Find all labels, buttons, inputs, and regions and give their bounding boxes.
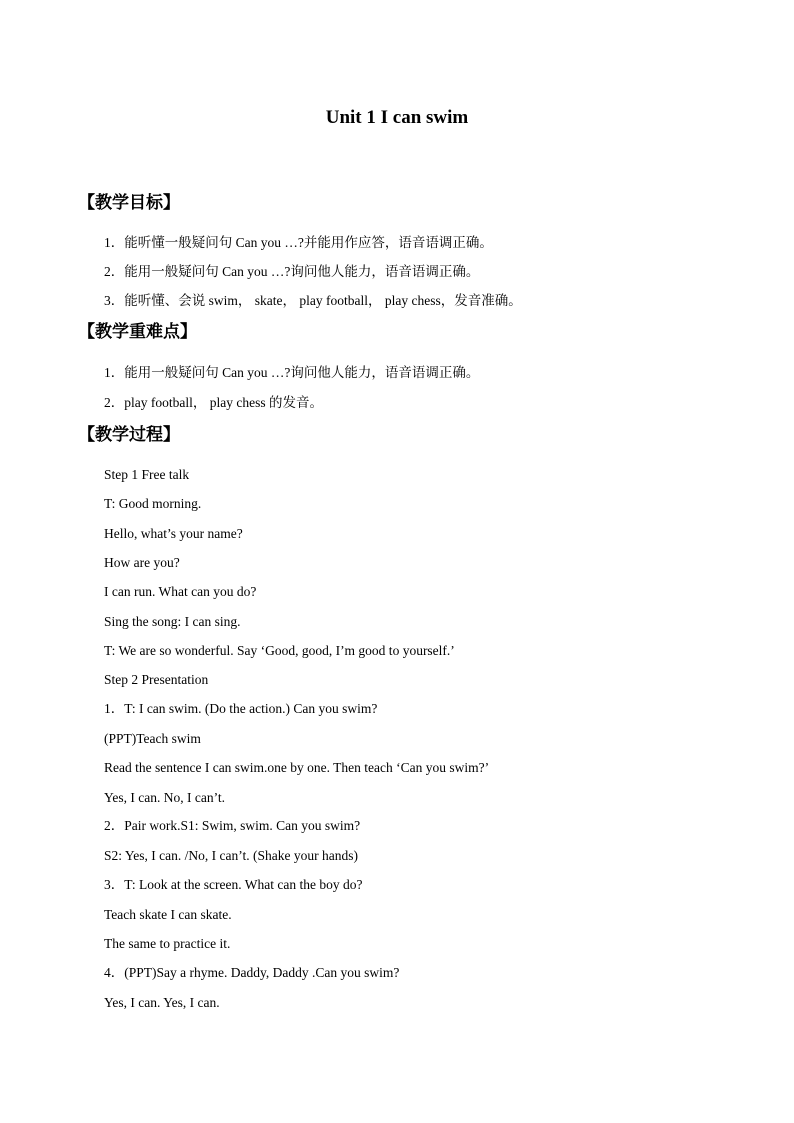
process-line: Read the sentence I can swim.one by one. Then teach ‘Can you swim?’ [104,760,490,775]
process-line: The same to practice it. [104,936,231,951]
section-heading-key-points: 【教学重难点】 [78,322,197,342]
process-line: 3．T: Look at the screen. What can the boy do? [104,877,363,892]
process-line: T: We are so wonderful. Say ‘Good, good, I’m good to yourself.’ [104,643,455,658]
process-line: Yes, I can. No, I can’t. [104,790,225,805]
process-line: T: Good morning. [104,496,202,511]
process-line: 2．Pair work.S1: Swim, swim. Can you swim? [104,818,361,833]
process-line: Step 1 Free talk [104,467,190,482]
process-line: Step 2 Presentation [104,672,209,687]
key-point-item: 2．play football， play chess 的发音。 [104,395,323,410]
process-line: Sing the song: I can sing. [104,614,241,629]
section-heading-objectives: 【教学目标】 [78,193,180,213]
process-line: Yes, I can. Yes, I can. [104,995,220,1010]
process-line: 1．T: I can swim. (Do the action.) Can you swim? [104,701,378,716]
document-title: Unit 1 I can swim [325,107,469,128]
objective-item: 3．能听懂、会说 swim， skate， play football， play chess，发音准确。 [104,293,522,308]
objective-item: 2．能用一般疑问句 Can you …?询问他人能力，语音语调正确。 [104,264,480,279]
objective-item: 1．能听懂一般疑问句 Can you …?并能用作应答，语音语调正确。 [104,235,493,250]
key-point-item: 1．能用一般疑问句 Can you …?询问他人能力，语音语调正确。 [104,365,480,380]
process-line: How are you? [104,555,180,570]
process-line: Teach skate I can skate. [104,907,232,922]
process-line: I can run. What can you do? [104,584,257,599]
process-line: S2: Yes, I can. /No, I can’t. (Shake your hands) [104,848,358,863]
process-line: 4．(PPT)Say a rhyme. Daddy, Daddy .Can you swim? [104,965,400,980]
section-heading-process: 【教学过程】 [78,425,180,445]
process-line: (PPT)Teach swim [104,731,201,746]
process-line: Hello, what’s your name? [104,526,243,541]
